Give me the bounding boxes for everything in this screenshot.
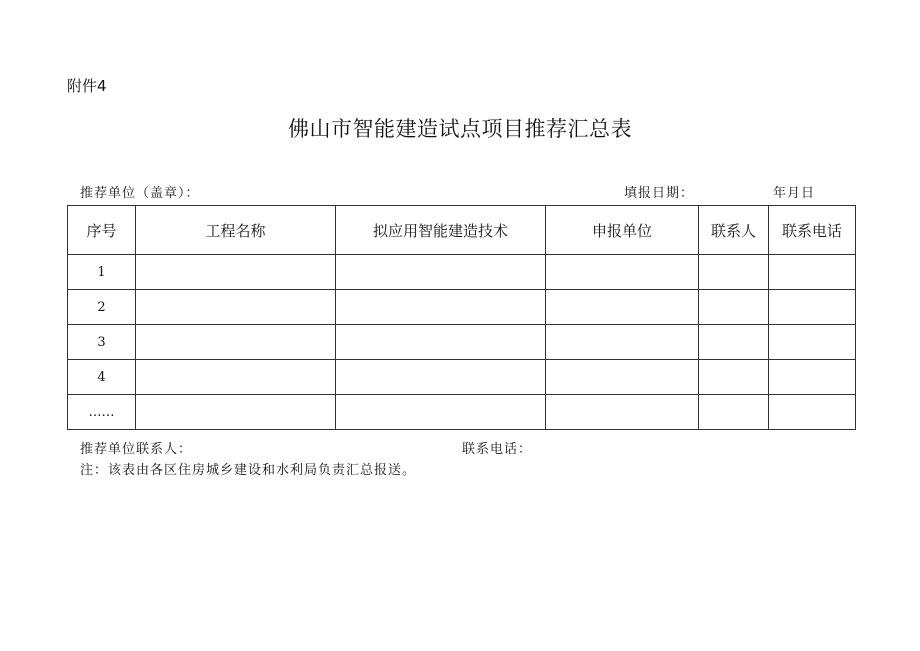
cell-contact[interactable]: [699, 360, 769, 395]
cell-project-name[interactable]: [136, 360, 336, 395]
note-text: 注：该表由各区住房城乡建设和水利局负责汇总报送。: [80, 463, 417, 478]
table-row: [68, 255, 856, 290]
date-placeholder: 年月日: [773, 186, 816, 201]
fill-date-label: 填报日期：: [624, 186, 695, 201]
page-title: 佛山市智能建造试点项目推荐汇总表: [288, 117, 632, 141]
cell-phone[interactable]: [769, 255, 856, 290]
cell-applicant[interactable]: [546, 360, 699, 395]
cell-applicant[interactable]: [546, 290, 699, 325]
header-technology: 拟应用智能建造技术: [336, 206, 546, 255]
table-row: [68, 290, 856, 325]
table-row: [68, 325, 856, 360]
header-applicant: 申报单位: [546, 206, 699, 255]
cell-contact[interactable]: [699, 395, 769, 430]
attachment-label: 附件4: [67, 77, 107, 95]
header-contact: 联系人: [699, 206, 769, 255]
header-phone: 联系电话: [769, 206, 856, 255]
cell-applicant[interactable]: [546, 395, 699, 430]
cell-contact[interactable]: [699, 325, 769, 360]
cell-phone[interactable]: [769, 360, 856, 395]
cell-project-name[interactable]: [136, 395, 336, 430]
cell-serial: 4: [68, 360, 136, 395]
cell-technology[interactable]: [336, 360, 546, 395]
table-row: [68, 360, 856, 395]
cell-phone[interactable]: [769, 325, 856, 360]
cell-technology[interactable]: [336, 395, 546, 430]
cell-technology[interactable]: [336, 290, 546, 325]
recommend-unit-label: 推荐单位（盖章）：: [80, 186, 200, 201]
cell-contact[interactable]: [699, 290, 769, 325]
cell-serial: 2: [68, 290, 136, 325]
cell-serial: 1: [68, 255, 136, 290]
cell-contact[interactable]: [699, 255, 769, 290]
cell-project-name[interactable]: [136, 290, 336, 325]
recommend-unit-contact-label: 推荐单位联系人：: [80, 442, 193, 457]
cell-project-name[interactable]: [136, 255, 336, 290]
table-header-row: [68, 206, 856, 255]
header-project-name: 工程名称: [136, 206, 336, 255]
cell-technology[interactable]: [336, 325, 546, 360]
table-row: [68, 395, 856, 430]
cell-phone[interactable]: [769, 290, 856, 325]
cell-applicant[interactable]: [546, 255, 699, 290]
cell-serial: 3: [68, 325, 136, 360]
cell-serial: ……: [68, 395, 136, 430]
cell-applicant[interactable]: [546, 325, 699, 360]
cell-project-name[interactable]: [136, 325, 336, 360]
contact-phone-label: 联系电话：: [462, 442, 533, 457]
header-serial: 序号: [68, 206, 136, 255]
summary-table: [67, 205, 856, 430]
cell-technology[interactable]: [336, 255, 546, 290]
cell-phone[interactable]: [769, 395, 856, 430]
